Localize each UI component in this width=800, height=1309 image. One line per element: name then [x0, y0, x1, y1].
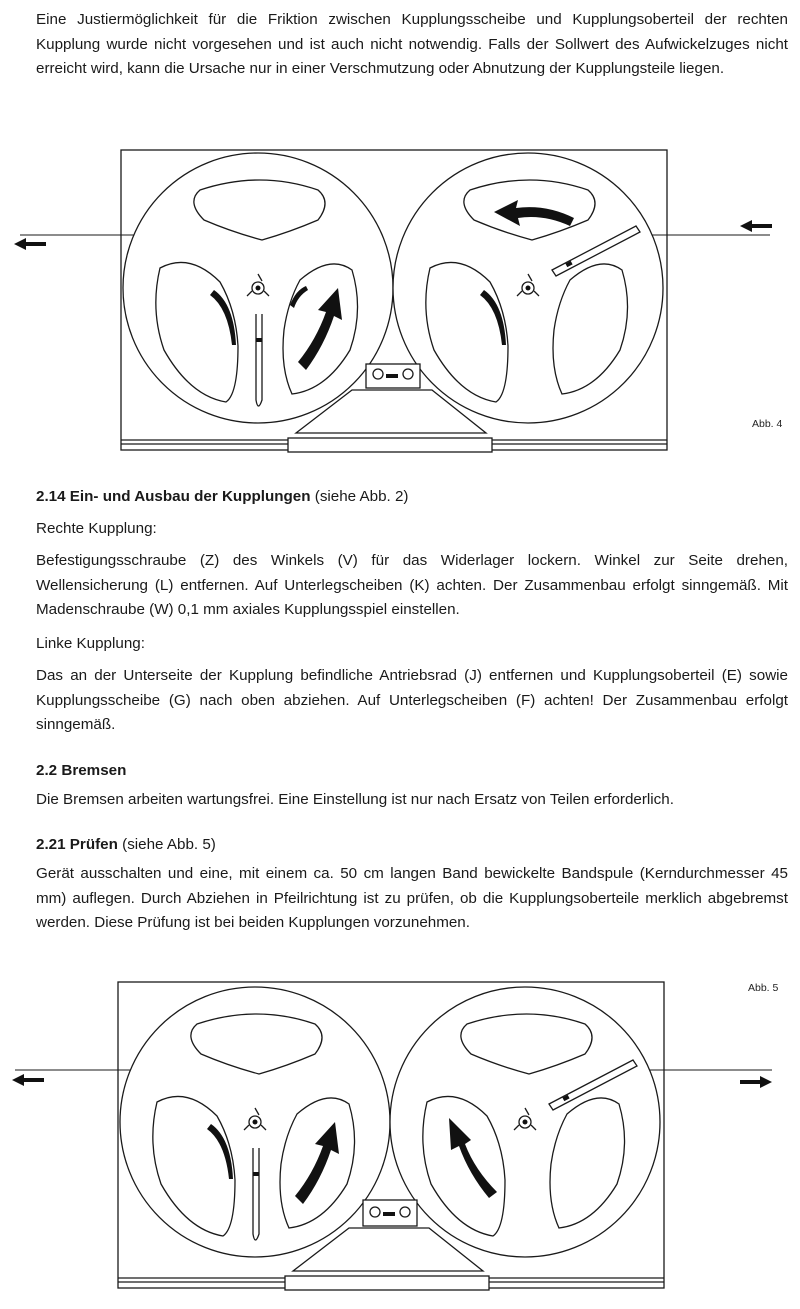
- intro-paragraph: Eine Justiermöglichkeit für die Friktion zwischen Kupplungsscheibe und Kupplungsoberteil der rechten Kupplung wurde nicht vorgesehen und ist auch nicht notwendig. Falls der Sollwert des Aufwickelzuges nicht erreicht wird, kann die Ursache nur in einer Verschmutzung oder Abnutzung der Kupplungsteile liegen.: [36, 11, 788, 77]
- section-ref: (siehe Abb. 5): [122, 836, 216, 853]
- left-coupling-label: Linke Kupplung:: [36, 635, 145, 652]
- right-coupling-label: Rechte Kupplung:: [36, 520, 157, 537]
- brakes-text: Die Bremsen arbeiten wartungsfrei. Eine Einstellung ist nur nach Ersatz von Teilen erforderlich.: [36, 791, 674, 808]
- section-title: Prüfen: [69, 836, 118, 853]
- right-coupling-text: Befestigungsschraube (Z) des Winkels (V) für das Widerlager lockern. Winkel zur Seite drehen, Wellensicherung (L) entfernen. Auf Unterlegscheiben (K) achten. Der Zusammenbau erfolgt sinngemäß. Mit Madenschraube (W) 0,1 mm axiales Kupplungsspiel einstellen.: [36, 552, 788, 618]
- section-heading-2-14: [36, 486, 408, 508]
- arrow-left-icon: [12, 1074, 44, 1086]
- arrow-left-icon: [740, 220, 772, 232]
- arrow-left-icon: [14, 238, 46, 250]
- arrow-right-icon: [740, 1076, 772, 1088]
- figure-caption: Abb. 4: [752, 418, 783, 430]
- figure-4: [0, 140, 800, 460]
- section-number: 2.21: [36, 836, 66, 853]
- left-coupling-text: Das an der Unterseite der Kupplung befindliche Antriebsrad (J) entfernen und Kupplungsoberteil (E) sowie Kupplungsscheibe (G) nach oben abziehen. Auf Unterlegscheiben (F) achten! Der Zusammenbau erfolgt sinngemäß.: [36, 667, 788, 733]
- section-heading-2-21: [36, 834, 216, 856]
- section-heading-2-2: [36, 760, 126, 782]
- tape-deck-illustration-4: [0, 140, 800, 460]
- section-number: 2.2: [36, 762, 58, 779]
- tape-deck-illustration-5: [0, 974, 800, 1299]
- test-text: Gerät ausschalten und eine, mit einem ca. 50 cm langen Band bewickelte Bandspule (Kerndurchmesser 45 mm) auflegen. Durch Abziehen in Pfeilrichtung ist zu prüfen, ob die Kupplungsoberteile merklich abgebremst werden. Diese Prüfung ist bei beiden Kupplungen vorzunehmen.: [36, 865, 788, 931]
- section-ref: (siehe Abb. 2): [314, 488, 409, 505]
- section-number: 2.14: [36, 488, 66, 505]
- section-title: Bremsen: [61, 762, 127, 779]
- figure-caption: Abb. 5: [748, 982, 779, 994]
- section-title: Ein- und Ausbau der Kupplungen: [69, 488, 311, 505]
- figure-5: [0, 974, 800, 1299]
